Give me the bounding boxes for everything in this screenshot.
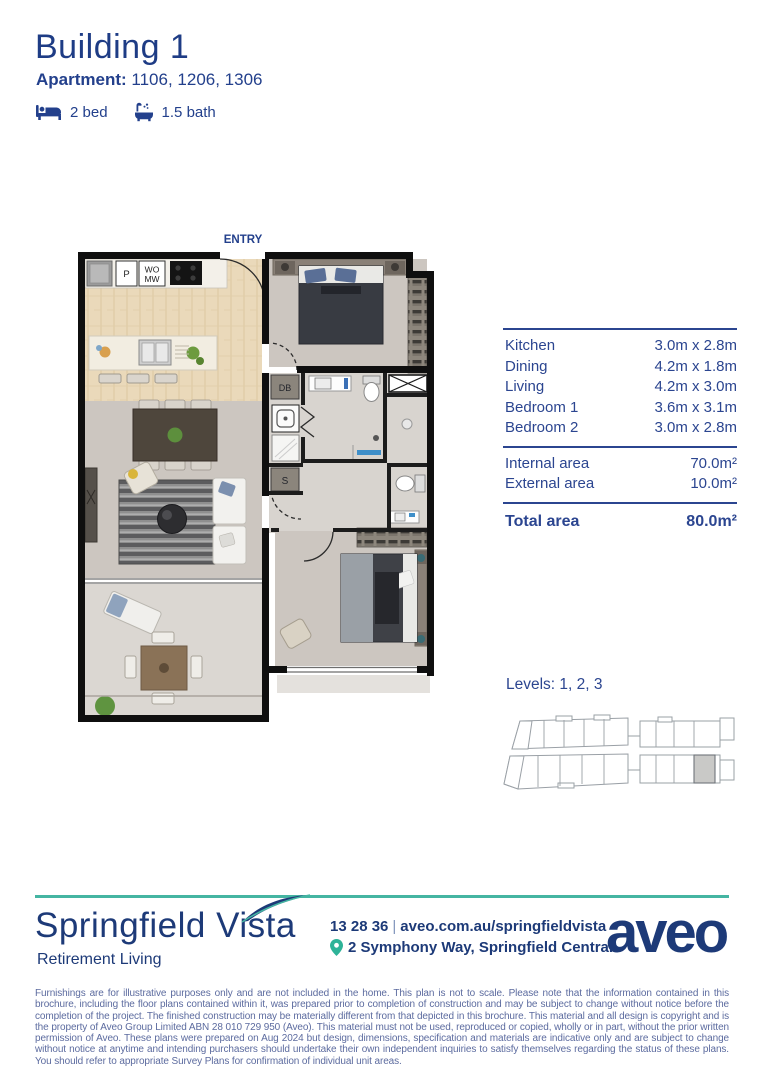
brand-name: Springfield Vista (35, 906, 296, 945)
total-area-row: Total area 80.0m² (505, 512, 737, 530)
bath-icon (134, 102, 154, 122)
website-url: aveo.com.au/springfieldvista (400, 918, 607, 935)
table-row: Internal area 70.0m² (505, 454, 737, 472)
dining-area (133, 400, 217, 470)
oven-label-2: MW (144, 274, 160, 284)
table-row: Bedroom 1 3.6m x 3.1m (505, 398, 737, 416)
highlighted-unit (694, 755, 715, 783)
contact-block (330, 916, 613, 958)
table-row: Living 4.2m x 3.0m (505, 378, 737, 395)
pendant-light (402, 419, 412, 429)
bed-icon (36, 104, 62, 120)
contact-line-1 (330, 916, 613, 937)
db-label: DB (278, 383, 292, 393)
area-summary (503, 448, 737, 502)
bed-feature (36, 104, 108, 121)
oven-label-1: WO (144, 264, 160, 275)
shower-head (373, 435, 379, 441)
tv-unit (85, 468, 97, 542)
building-key-plan (498, 710, 740, 798)
coffee-table (158, 505, 187, 534)
sofa (213, 478, 246, 564)
storage-label: S (281, 476, 289, 487)
cooktop (170, 261, 202, 285)
island-stools (99, 374, 177, 383)
table-row: Bedroom 2 3.0m x 2.8m (505, 419, 737, 436)
brand-tagline: Retirement Living (37, 951, 162, 968)
brand-logo (35, 906, 296, 946)
bath-feature (134, 102, 216, 122)
footer-divider (35, 895, 729, 898)
apartment-label: Apartment: (36, 70, 127, 89)
entry-label: ENTRY (223, 234, 263, 246)
apartment-numbers: 1106, 1206, 1306 (131, 70, 263, 89)
feature-row (36, 102, 216, 122)
phone-number: 13 28 36 (330, 918, 389, 935)
dimensions-table (503, 328, 737, 533)
table-row: External area 10.0m² (505, 475, 737, 492)
location-pin-icon (330, 939, 343, 956)
bed1-wardrobe (408, 273, 427, 373)
bath-feature-label: 1.5 bath (161, 103, 216, 121)
disclaimer-text: Furnishings are for illustrative purposes only and are not included in the home. This plan is not to scale. Please note that the information contained in this brochure, including the floor plans contained within it, was prepared prior to completion of construction and may be subject to change without notice before the completion of the project. The finished construction may be materially different from that depicted in this brochure. This material and all design is copyright and is the property of Aveo Group Limited ABN 28 010 729 950 (Aveo). This material must not be used, reproduced or copied, wholly or in part, without the prior written permission of Aveo. These plans were prepared on Aug 2024 but design, dimensions, specification and materials are indicative only and are subject to change without notice at anytime and intending purchasers should undertake their own independent inquiries to satisfy themselves regarding the status of these plans. You should refer to appropriate Survey Plans for confirmation of individual unit areas. (35, 988, 729, 1067)
toilet-2 (396, 475, 425, 492)
linen-cupboard (389, 375, 427, 392)
room-dimensions (503, 330, 737, 446)
separator: | (392, 918, 397, 935)
contact-line-2 (330, 937, 613, 958)
aveo-logo: aveo (606, 900, 727, 965)
floor-plan (75, 228, 460, 752)
leaf-icon (238, 894, 312, 924)
address: 2 Symphony Way, Springfield Central (348, 939, 614, 956)
bed-feature-label: 2 bed (70, 103, 108, 121)
pantry-label: P (123, 269, 130, 280)
page-title: Building 1 (35, 28, 190, 66)
table-row: Kitchen 3.0m x 2.8m (505, 337, 737, 354)
apartment-line (36, 70, 263, 90)
levels-label: Levels: 1, 2, 3 (506, 676, 603, 693)
table-row: Dining 4.2m x 1.8m (505, 357, 737, 375)
bath-mat (357, 450, 381, 455)
toilet-1 (363, 376, 380, 402)
bush (95, 696, 115, 716)
